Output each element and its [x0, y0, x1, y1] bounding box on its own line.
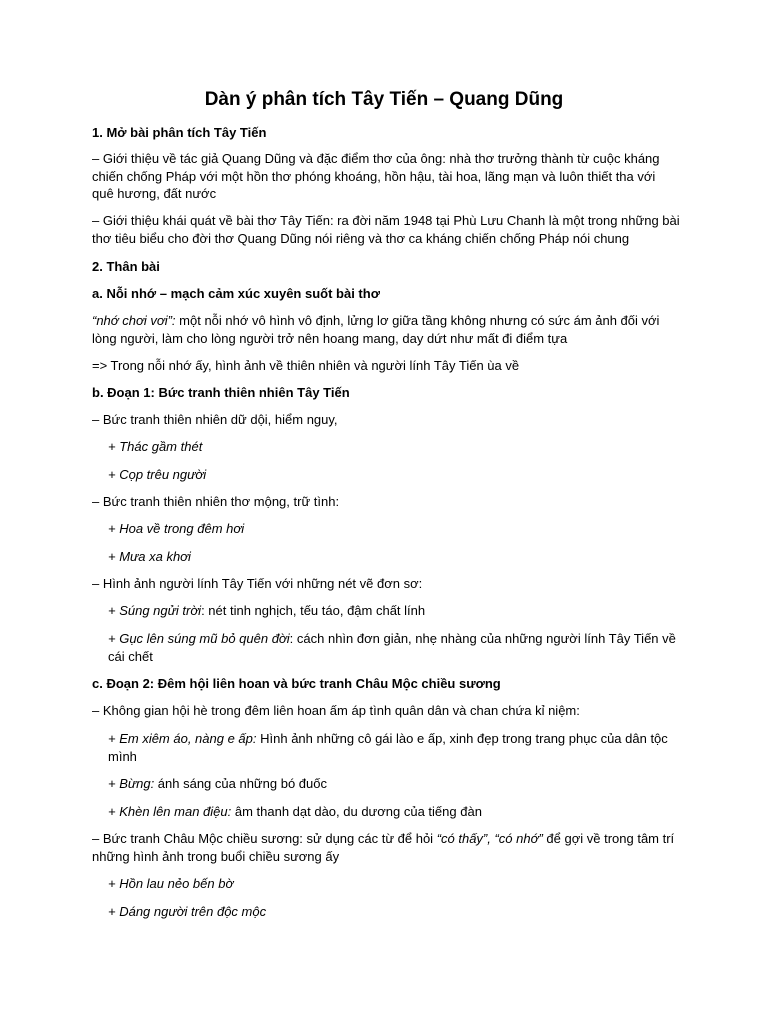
intro-paragraph-1: – Giới thiệu về tác giả Quang Dũng và đặc điểm thơ của ông: nhà thơ trưởng thành từ cuộc kháng chiến chống Pháp với một hồn thơ phóng khoáng, hồn hậu, tài hoa, lãng mạn và luôn thiết tha với quê hương, đất nước	[92, 151, 660, 201]
body-text: : cách nhìn đơn giản, nhẹ nhàng của những người lính Tây Tiến về cái chết	[108, 631, 676, 664]
quote-text: “nhớ chơi vơi”:	[92, 313, 176, 328]
section-a-paragraph-2: => Trong nỗi nhớ ấy, hình ảnh về thiên nhiên và người lính Tây Tiến ùa về	[92, 358, 520, 373]
section-a-paragraph-1	[92, 312, 680, 347]
section-b-heading: b. Đoạn 1: Bức tranh thiên nhiên Tây Tiến	[92, 385, 350, 400]
body-text: ánh sáng của những bó đuốc	[154, 776, 327, 791]
section-c-paragraph-2	[92, 830, 680, 865]
list-item	[92, 775, 696, 793]
body-text: để gợi về trong tâm trí những hình ảnh trong buổi chiều sương ấy	[92, 831, 675, 864]
body-text: : nét tinh nghịch, tếu táo, đậm chất lính	[201, 603, 426, 618]
body-text: Hình ảnh những cô gái lào e ấp, xinh đẹp trong trang phục của dân tộc mình	[108, 731, 668, 764]
intro-paragraph-2: – Giới thiệu khái quát về bài thơ Tây Tiến: ra đời năm 1948 tại Phù Lưu Chanh là một trong những bài thơ tiêu biểu cho đời thơ Quang Dũng nói riêng và thơ ca kháng chiến chống Pháp nói chung	[92, 213, 680, 246]
list-item: + Cọp trêu người	[108, 467, 207, 482]
quote-text: + Bừng:	[108, 776, 155, 791]
section-1-heading: 1. Mở bài phân tích Tây Tiến	[92, 125, 267, 140]
section-c-heading: c. Đoạn 2: Đêm hội liên hoan và bức tranh Châu Mộc chiều sương	[92, 676, 501, 691]
list-item: + Hồn lau nẻo bến bờ	[108, 876, 234, 891]
quote-text: + Súng ngửi trời	[108, 603, 202, 618]
quote-text: + Khèn lên man điệu:	[108, 804, 232, 819]
section-b-paragraph-1: – Bức tranh thiên nhiên dữ dội, hiểm nguy,	[92, 412, 338, 427]
list-item: + Hoa về trong đêm hơi	[108, 521, 245, 536]
list-item	[92, 803, 696, 821]
quote-text: + Em xiêm áo, nàng e ấp:	[108, 731, 257, 746]
body-text: – Bức tranh Châu Mộc chiều sương: sử dụng các từ để hỏi	[92, 831, 437, 846]
quote-text: + Gục lên súng mũ bỏ quên đời	[108, 631, 290, 646]
list-item	[92, 630, 680, 665]
list-item	[92, 602, 696, 620]
body-text: âm thanh dạt dào, du dương của tiếng đàn	[231, 804, 482, 819]
body-text: một nỗi nhớ vô hình vô định, lửng lơ giữa tầng không nhưng có sức ám ảnh đối với lòng người, làm cho lòng người trở nên hoang mang, day dứt như mất đi điểm tựa	[92, 313, 660, 346]
section-2-heading: 2. Thân bài	[92, 259, 160, 274]
list-item: + Dáng người trên độc mộc	[108, 904, 267, 919]
section-a-heading: a. Nỗi nhớ – mạch cảm xúc xuyên suốt bài thơ	[92, 286, 380, 301]
list-item: + Mưa xa khơi	[108, 549, 191, 564]
list-item	[92, 730, 680, 765]
section-b-paragraph-2: – Bức tranh thiên nhiên thơ mộng, trữ tình:	[92, 494, 340, 509]
section-c-paragraph-1: – Không gian hội hè trong đêm liên hoan ấm áp tình quân dân và chan chứa kỉ niệm:	[92, 703, 580, 718]
section-b-paragraph-3: – Hình ảnh người lính Tây Tiến với những nét vẽ đơn sơ:	[92, 576, 423, 591]
list-item: + Thác gầm thét	[108, 439, 203, 454]
document-title: Dàn ý phân tích Tây Tiến – Quang Dũng	[204, 89, 564, 110]
quote-text: “có thấy”, “có nhớ”	[436, 831, 543, 846]
